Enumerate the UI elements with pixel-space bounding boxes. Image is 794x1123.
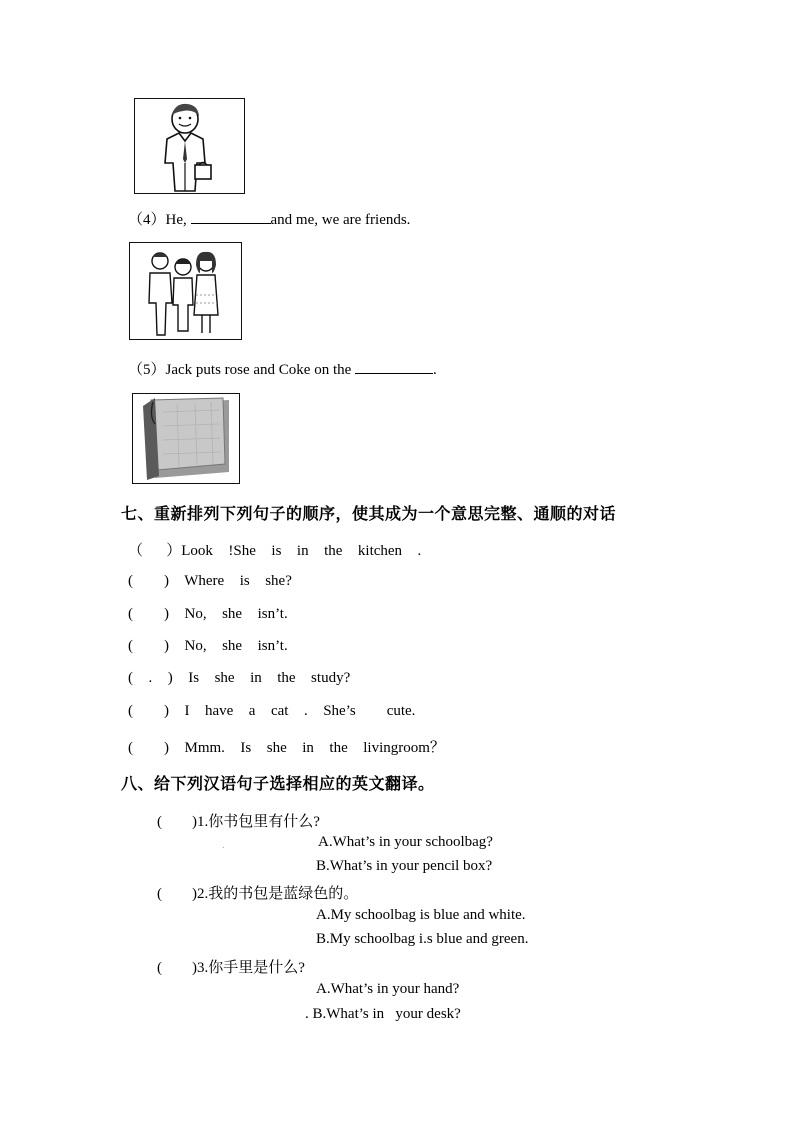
translation-option-2b: B.My schoolbag i.s blue and green. [316,931,529,947]
order-item-2: ( ) Where is she? [128,573,292,589]
translation-option-3a: A.What’s in your hand? [316,981,460,997]
translation-question-3: ( )3.你手里是什么? [157,960,305,976]
translation-option-1a: A.What’s in your schoolbag? [318,834,493,850]
order-item-3: ( ) No, she isn’t. [128,606,288,622]
translation-option-2a: A.My schoolbag is blue and white. [316,907,526,923]
order-item-4: ( ) No, she isn’t. [128,638,288,654]
translation-question-2: ( )2.我的书包是蓝绿色的。 [157,886,359,902]
order-item-5: ( . ) Is she in the study? [128,670,351,686]
translation-question-1: ( )1.你书包里有什么? [157,814,320,830]
question-5: （5）Jack puts rose and Coke on the . [128,358,437,379]
translation-option-3b: . B.What’s in your desk? [305,1006,461,1022]
order-item-7: ( ) Mmm. Is she in the livingroom？ [128,740,445,756]
friends-illustration [130,243,240,338]
question-4: （4）He, and me, we are friends. [128,208,410,229]
section-8-title: 八、给下列汉语句子选择相应的英文翻译。 [121,774,435,793]
answer-blank-5[interactable] [355,359,433,374]
desk-image [132,393,240,484]
friends-image [129,242,242,340]
answer-blank-4[interactable] [191,209,271,224]
stray-dot: . [222,840,225,851]
man-briefcase-illustration [135,99,243,192]
man-briefcase-image [134,98,245,194]
translation-option-1b: B.What’s in your pencil box? [316,858,493,874]
desk-illustration [133,394,238,482]
order-item-1: （ ）Look !She is in the kitchen . [128,543,422,559]
order-item-6: ( ) I have a cat . She’s cute. [128,703,416,719]
section-7-title: 七、重新排列下列句子的顺序，使其成为一个意思完整、通顺的对话 [121,504,617,523]
